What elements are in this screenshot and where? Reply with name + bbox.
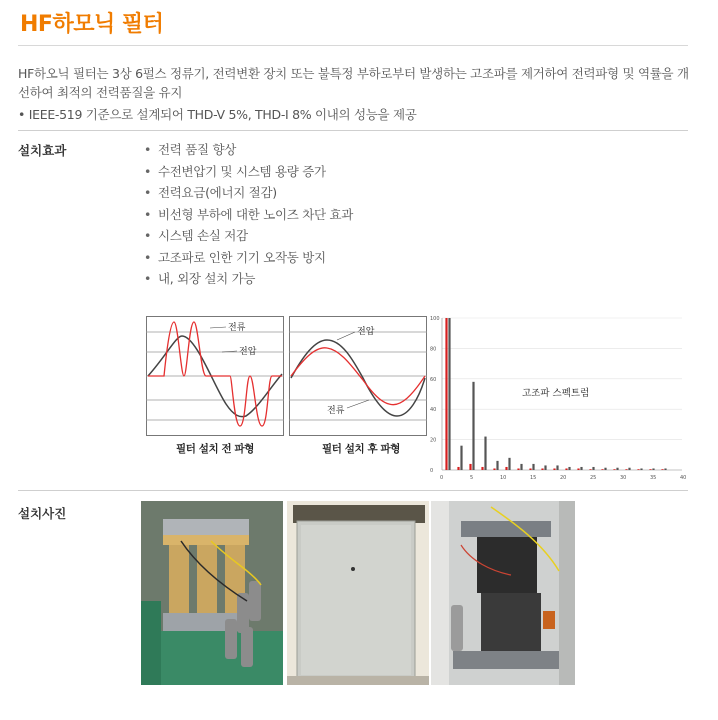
spectrum-bar xyxy=(445,318,447,470)
spectrum-bar xyxy=(625,469,627,470)
harmonic-spectrum-chart xyxy=(430,314,688,484)
x-tick-label: 0 xyxy=(440,475,444,481)
spectrum-bar xyxy=(664,468,666,470)
spectrum-bar xyxy=(577,468,579,470)
spectrum-bar xyxy=(580,467,582,470)
spectrum-bar xyxy=(553,468,555,470)
list-item: • 고조파로 인한 기기 오작동 방지 xyxy=(144,247,353,269)
spectrum-bar xyxy=(649,469,651,470)
list-item: • 전력요금(에너지 절감) xyxy=(144,182,353,204)
list-item: • 시스템 손실 저감 xyxy=(144,225,353,247)
x-tick-label: 25 xyxy=(590,475,597,481)
section-divider xyxy=(18,130,688,131)
spectrum-bar xyxy=(652,468,654,470)
before-filter-caption: 필터 설치 전 파형 xyxy=(176,443,254,455)
spectrum-bar xyxy=(556,465,558,470)
list-item: • 전력 품질 향상 xyxy=(144,139,353,161)
x-tick-label: 10 xyxy=(500,475,507,481)
list-item: • 수전변압기 및 시스템 용량 증가 xyxy=(144,161,353,183)
spectrum-bar xyxy=(601,469,603,470)
voltage-label: 전압 xyxy=(357,327,375,337)
y-tick-label: 60 xyxy=(430,376,437,383)
x-tick-label: 5 xyxy=(470,475,474,481)
installation-photo-interior xyxy=(431,501,575,685)
spectrum-label: 고조파 스펙트럼 xyxy=(522,388,590,399)
spectrum-bar xyxy=(661,469,663,470)
spectrum-bar xyxy=(493,468,495,470)
x-tick-label: 30 xyxy=(620,475,627,481)
spectrum-bar xyxy=(460,446,462,470)
spectrum-bar xyxy=(541,468,543,470)
y-tick-label: 0 xyxy=(430,468,434,474)
spectrum-bar xyxy=(496,461,498,470)
x-tick-label: 40 xyxy=(680,475,687,481)
voltage-label: 전압 xyxy=(239,347,257,357)
before-filter-waveform xyxy=(146,316,284,436)
spectrum-bar xyxy=(604,468,606,470)
spectrum-bar xyxy=(532,464,534,470)
after-filter-waveform xyxy=(289,316,427,436)
spectrum-bar xyxy=(637,469,639,470)
spectrum-bar xyxy=(529,468,531,470)
spectrum-bar xyxy=(469,464,471,470)
spectrum-bar xyxy=(484,437,486,470)
installation-photo-core xyxy=(141,501,283,685)
spectrum-bar xyxy=(544,465,546,470)
spectrum-bar xyxy=(505,467,507,470)
spectrum-bar xyxy=(592,467,594,470)
effects-list xyxy=(144,139,353,290)
y-tick-label: 40 xyxy=(430,407,437,414)
after-filter-caption: 필터 설치 후 파형 xyxy=(322,443,400,455)
photos-label: 설치사진 xyxy=(18,506,67,521)
section-divider xyxy=(18,490,688,491)
spectrum-bar xyxy=(640,468,642,470)
spectrum-bar xyxy=(517,468,519,470)
list-item: • 비선형 부하에 대한 노이즈 차단 효과 xyxy=(144,204,353,226)
current-label: 전류 xyxy=(228,323,246,333)
spectrum-bar xyxy=(481,467,483,470)
spectrum-bar xyxy=(565,468,567,470)
spectrum-bar xyxy=(589,469,591,470)
spectrum-bar xyxy=(472,382,474,470)
current-label: 전류 xyxy=(327,406,345,416)
title-divider xyxy=(18,45,688,46)
spectrum-bar xyxy=(628,468,630,470)
effects-label: 설치효과 xyxy=(18,143,67,158)
x-tick-label: 35 xyxy=(650,475,657,481)
x-tick-label: 15 xyxy=(530,475,537,481)
page-title: HF하모닉 필터 xyxy=(20,12,164,37)
spectrum-bar xyxy=(568,467,570,470)
y-tick-label: 100 xyxy=(430,316,440,322)
y-tick-label: 20 xyxy=(430,437,437,444)
installation-photo-enclosure xyxy=(287,501,429,685)
y-tick-label: 80 xyxy=(430,346,437,353)
spectrum-bar xyxy=(613,469,615,470)
spectrum-bar xyxy=(508,458,510,470)
product-description: HF하오닉 필터는 3상 6펄스 정류기, 전력변환 장치 또는 불특정 부하로부터 발생하는 고조파를 제거하여 전력파형 및 역률을 개선하여 최적의 전력품질을 유지 xyxy=(18,66,689,100)
spectrum-bar xyxy=(457,467,459,470)
spec-line: • IEEE-519 기준으로 설계되어 THD-V 5%, THD-I 8% 이내의 성능을 제공 xyxy=(18,107,417,122)
spectrum-bar xyxy=(616,468,618,470)
list-item: • 내, 외장 설치 가능 xyxy=(144,268,353,290)
spectrum-bar xyxy=(448,318,450,470)
spectrum-bar xyxy=(520,464,522,470)
x-tick-label: 20 xyxy=(560,475,567,481)
